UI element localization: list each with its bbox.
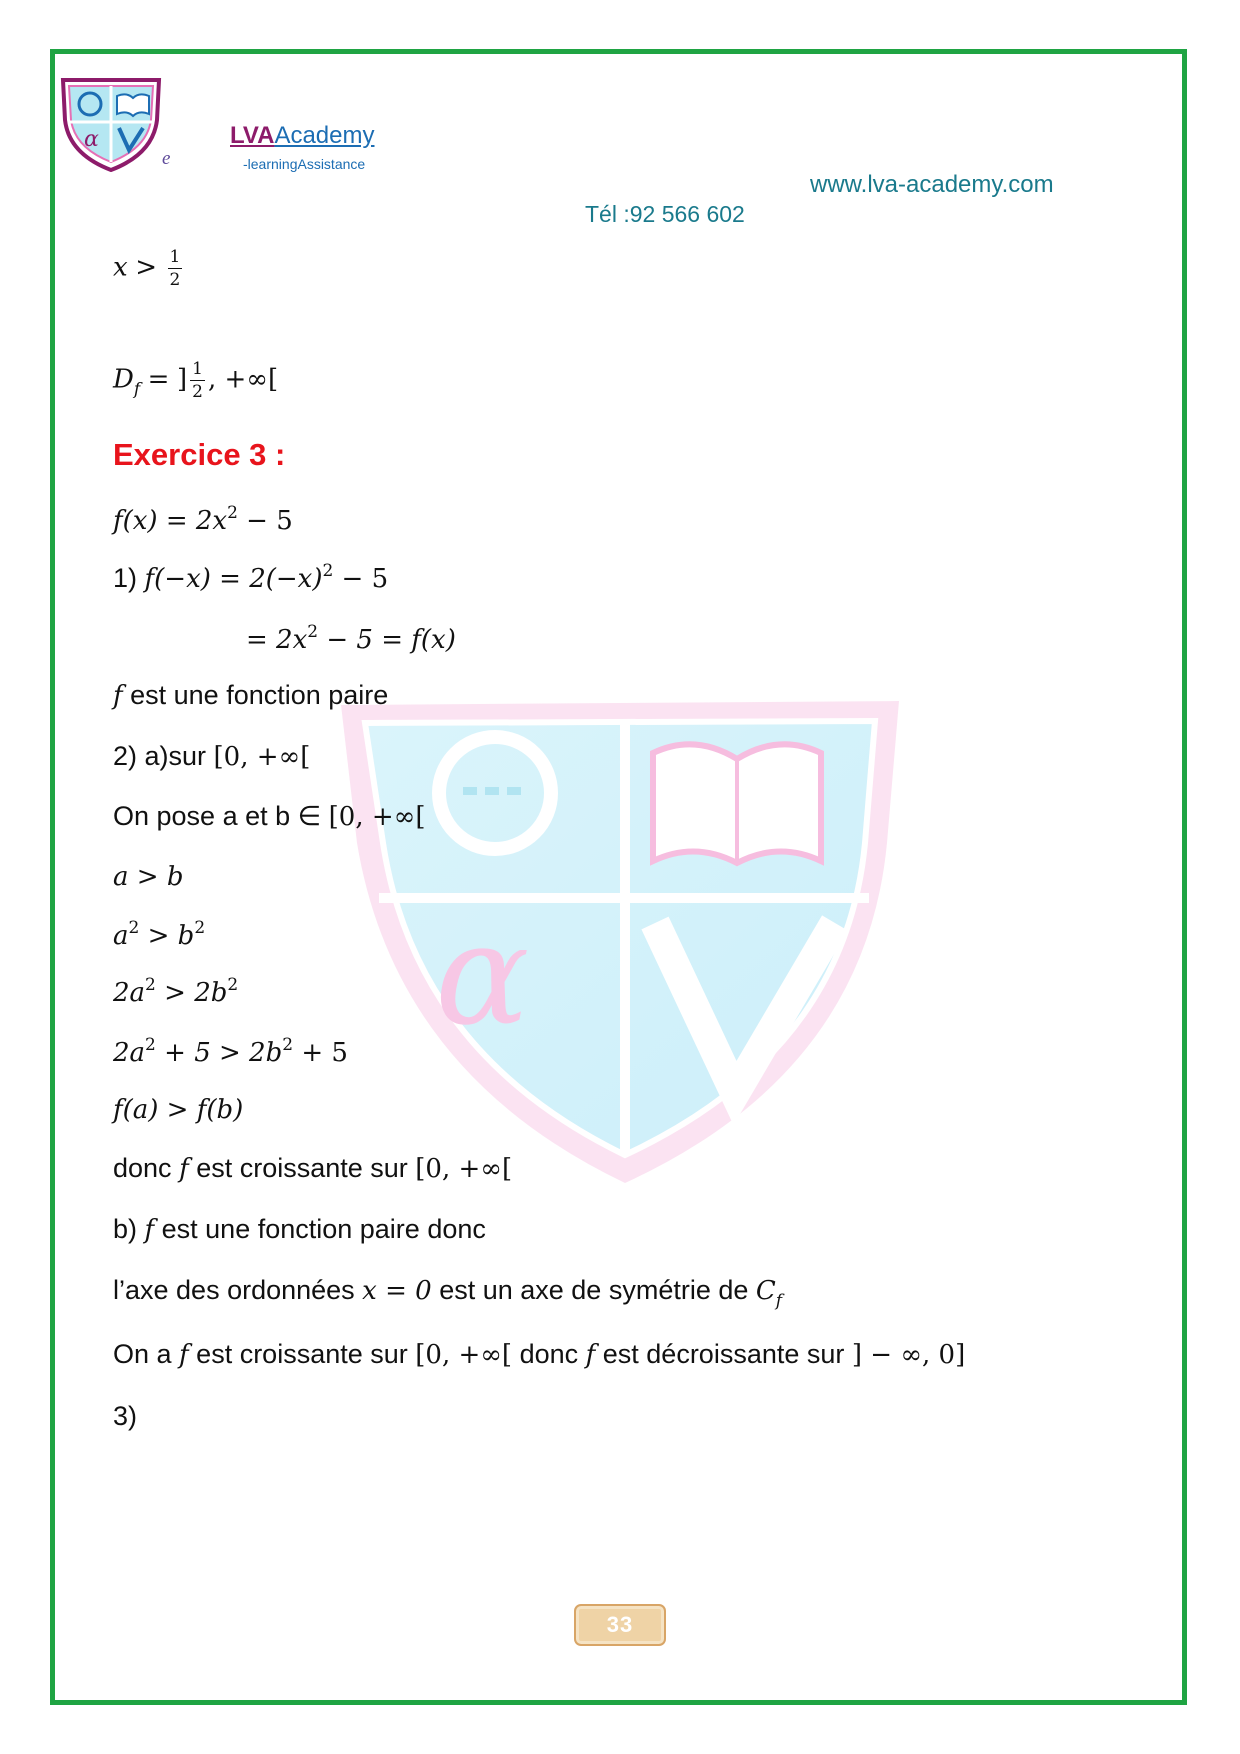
- exponent: 2: [227, 503, 238, 523]
- text: l’axe des ordonnées: [113, 1275, 363, 1305]
- math-expr: = 2x: [246, 625, 308, 655]
- math-var: f: [585, 1340, 596, 1370]
- question-label: 1): [113, 563, 145, 593]
- fraction: [168, 246, 183, 291]
- line-2a2-plus5: [113, 1035, 348, 1068]
- exponent: 2: [145, 1035, 156, 1055]
- math-op: =: [147, 364, 170, 395]
- exponent: 2: [227, 975, 239, 995]
- math-expr: f(a) > f(b): [113, 1095, 244, 1125]
- svg-text:α: α: [84, 127, 99, 152]
- text: est croissante sur: [188, 1153, 416, 1183]
- fraction: [190, 358, 205, 403]
- exponent: 2: [282, 1035, 294, 1055]
- interval: [0, +∞[: [213, 742, 311, 772]
- question-label: b): [113, 1214, 145, 1244]
- text: est décroissante sur: [595, 1339, 852, 1369]
- line-a-gt-b: [113, 861, 183, 892]
- line-question-1: [113, 561, 388, 594]
- exercise-title: Exercice 3 :: [113, 437, 286, 472]
- text: est une fonction paire donc: [154, 1214, 486, 1244]
- line-pose: [113, 801, 425, 832]
- line-a2-gt-b2: [113, 918, 205, 951]
- exponent: 2: [128, 918, 140, 938]
- exponent: 2: [322, 561, 334, 581]
- line-symmetry-axis: [113, 1275, 782, 1311]
- fraction-num: 1: [169, 247, 181, 267]
- math-expr: + 5: [293, 1038, 348, 1068]
- math-var: D: [113, 364, 134, 395]
- math-expr: − 5 = f(x): [318, 625, 456, 655]
- line-x-gt-half: [113, 246, 185, 291]
- math-expr: f(x) = 2x: [113, 506, 228, 536]
- fraction-num: 1: [192, 359, 203, 379]
- line-question-2b: [113, 1214, 486, 1245]
- text: est un axe de symétrie de: [431, 1275, 756, 1305]
- exponent: 2: [307, 622, 319, 642]
- bracket: ]: [176, 364, 188, 395]
- logo-letter: e: [162, 148, 171, 169]
- interval: [0, +∞[: [415, 1154, 513, 1184]
- text: est croissante sur: [188, 1339, 416, 1369]
- math-expr: − 5: [237, 506, 293, 536]
- math-expr: x = 0: [362, 1276, 432, 1306]
- question-label: 2) a)sur: [113, 741, 214, 771]
- line-decreasing: [113, 1339, 965, 1370]
- fraction-den: 2: [169, 270, 181, 290]
- math-expr: 2a: [113, 978, 146, 1008]
- line-domain: [113, 358, 278, 403]
- line-function-def: [113, 503, 293, 536]
- website-link[interactable]: www.lva-academy.com: [810, 171, 1054, 198]
- text: donc: [512, 1339, 586, 1369]
- math-expr: a > b: [113, 862, 184, 892]
- math-expr: a: [113, 921, 129, 951]
- interval: [0, +∞[: [328, 802, 426, 832]
- phone-number: Tél :92 566 602: [585, 201, 745, 227]
- brand-name: [230, 122, 374, 150]
- line-even-function: [113, 680, 388, 711]
- subscript: f: [775, 1291, 783, 1311]
- math-var: f: [179, 1154, 189, 1184]
- brand-academy: Academy: [274, 122, 375, 149]
- watermark-shield-icon: [335, 693, 905, 1183]
- line-2a2-gt-2b2: [113, 975, 238, 1008]
- text: On a: [113, 1339, 180, 1369]
- subscript: f: [133, 379, 141, 400]
- math-expr: > b: [139, 921, 195, 951]
- text: donc: [113, 1153, 180, 1183]
- line-increasing: [113, 1153, 512, 1184]
- exponent: 2: [145, 975, 156, 995]
- fraction-den: 2: [192, 382, 203, 402]
- math-expr: f(−x) = 2(−x): [144, 564, 323, 594]
- text: On pose a et b ∈: [113, 801, 329, 831]
- math-expr: 2a: [113, 1038, 146, 1068]
- math-expr: + 5 > 2b: [155, 1038, 283, 1068]
- interval: ] − ∞, 0]: [851, 1340, 966, 1370]
- math-expr: > 2b: [155, 978, 228, 1008]
- line-fa-gt-fb: [113, 1094, 243, 1125]
- math-op: >: [135, 252, 157, 283]
- interval-rest: , +∞[: [207, 364, 279, 395]
- math-expr: − 5: [333, 564, 389, 594]
- page-number: 33: [574, 1604, 666, 1646]
- exponent: 2: [194, 918, 206, 938]
- lva-logo-icon: [57, 76, 165, 172]
- line-question-3: 3): [113, 1401, 138, 1431]
- math-var: f: [113, 681, 123, 711]
- interval: [0, +∞[: [415, 1340, 513, 1370]
- text: est une fonction paire: [122, 680, 389, 710]
- brand-lva: LVA: [230, 122, 275, 149]
- math-var: C: [755, 1276, 776, 1306]
- svg-text:α: α: [435, 894, 530, 1057]
- brand-tagline: -learningAssistance: [243, 156, 366, 172]
- line-question-1-cont: [246, 622, 456, 655]
- line-question-2a: [113, 741, 310, 772]
- math-var: f: [144, 1215, 155, 1245]
- math-var: f: [179, 1340, 189, 1370]
- math-var: x: [113, 252, 128, 283]
